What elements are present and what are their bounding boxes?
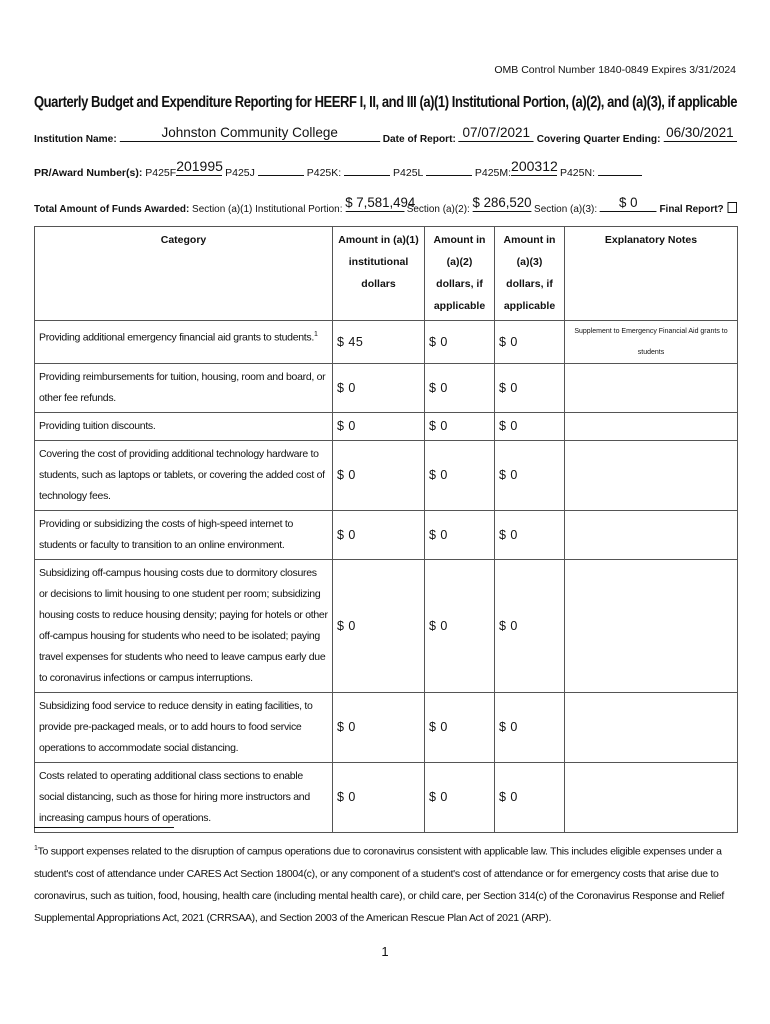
award-line	[34, 158, 642, 179]
amount-a2-cell[interactable]: $ 0	[425, 511, 495, 560]
form-title: Quarterly Budget and Expenditure Reporting for HEERF I, II, and III (a)(1) Institutional Portion, (a)(2), and (a)(3), if applicable	[34, 94, 738, 111]
footnote-marker: 1	[34, 845, 38, 852]
notes-cell[interactable]	[565, 560, 738, 693]
p425j-field[interactable]	[258, 162, 304, 176]
header-category: Category	[35, 227, 333, 321]
amount-a1-cell[interactable]: $ 0	[333, 364, 425, 413]
footnote-ref: 1	[313, 331, 318, 338]
final-report-label: Final Report?	[659, 203, 724, 215]
p425m-field[interactable]	[511, 158, 558, 176]
table-header-row	[35, 227, 738, 321]
amount-a1-cell[interactable]: $ 0	[333, 511, 425, 560]
notes-cell[interactable]	[565, 441, 738, 511]
section-a3-value: $ 0	[619, 194, 638, 210]
award-numbers-label: PR/Award Number(s):	[34, 167, 143, 179]
p425l-field[interactable]	[426, 162, 472, 176]
institution-line	[34, 124, 737, 145]
date-of-report-value: 07/07/2021	[462, 124, 531, 140]
notes-cell[interactable]	[565, 364, 738, 413]
institution-name-label: Institution Name:	[34, 133, 117, 145]
total-funds-label: Total Amount of Funds Awarded:	[34, 203, 190, 215]
row-category: Subsidizing off-campus housing costs due to dormitory closures or decisions to limit housing to one student per room; subsidizing housing costs to reduce housing density; paying for hotels or other off-campus housing for students who need to be isolated; paying travel expenses for students who need to leave campus early due to coronavirus infections or campus interruptions.	[35, 560, 333, 693]
row-category: Providing tuition discounts.	[35, 413, 333, 441]
amount-a3-cell[interactable]: $ 0	[495, 321, 565, 364]
notes-cell[interactable]: Supplement to Emergency Financial Aid grants to students	[565, 321, 738, 364]
p425f-value: 201995	[176, 158, 223, 174]
final-report-checkbox[interactable]	[727, 202, 736, 213]
row-category: Providing or subsidizing the costs of high-speed internet to students or faculty to transition to an online environment.	[35, 511, 333, 560]
amount-a1-cell[interactable]: $ 0	[333, 560, 425, 693]
header-explanatory-notes: Explanatory Notes	[565, 227, 738, 321]
amount-a2-cell[interactable]: $ 0	[425, 364, 495, 413]
amount-a3-cell[interactable]: $ 0	[495, 693, 565, 763]
page-number: 1	[381, 944, 389, 959]
section-a2-field[interactable]	[472, 194, 532, 212]
p425k-field[interactable]	[344, 162, 390, 176]
notes-cell[interactable]	[565, 511, 738, 560]
amount-a3-cell[interactable]: $ 0	[495, 364, 565, 413]
amount-a2-cell[interactable]: $ 0	[425, 321, 495, 364]
section-a1-value: $ 7,581,494	[345, 194, 416, 210]
header-amount-a3: Amount in (a)(3) dollars, if applicable	[495, 227, 565, 321]
amount-a2-cell[interactable]: $ 0	[425, 693, 495, 763]
date-of-report-label: Date of Report:	[382, 133, 456, 145]
table-row	[35, 693, 738, 763]
footnote	[34, 838, 734, 929]
covering-quarter-field[interactable]	[663, 124, 736, 142]
row-category	[35, 321, 333, 364]
date-of-report-field[interactable]	[459, 124, 534, 142]
institution-name-value: Johnston Community College	[161, 124, 338, 140]
section-a2-value: $ 286,520	[472, 194, 532, 210]
p425l-label: P425L	[393, 167, 424, 179]
footnote-text: To support expenses related to the disruption of campus operations due to coronavirus consistent with applicable law. This includes eligible expenses under a student's cost of attendance under CARES Act Section 18004(c), or any component of a student's cost of attendance or for emergency costs that arise due to coronavirus, such as tuition, food, housing, health care (including mental health care), or child care, per Section 314(c) of the Coronavirus Response and Relief Supplemental Appropriations Act, 2021 (CRRSAA), and Section 2003 of the American Rescue Plan Act of 2021 (ARP).	[34, 845, 725, 924]
amount-a3-cell[interactable]: $ 0	[495, 560, 565, 693]
row-category: Providing reimbursements for tuition, housing, room and board, or other fee refunds.	[35, 364, 333, 413]
expenditure-table	[34, 226, 738, 833]
table-row	[35, 413, 738, 441]
table-row	[35, 441, 738, 511]
header-amount-a1: Amount in (a)(1) institutional dollars	[333, 227, 425, 321]
table-row	[35, 364, 738, 413]
p425f-label: P425F	[145, 167, 177, 179]
institution-name-field[interactable]	[120, 124, 380, 142]
section-a3-field[interactable]	[600, 194, 657, 212]
row-category: Covering the cost of providing additional technology hardware to students, such as laptops or tablets, or covering the added cost of technology fees.	[35, 441, 333, 511]
amount-a2-cell[interactable]: $ 0	[425, 763, 495, 833]
amount-a1-cell[interactable]: $ 0	[333, 441, 425, 511]
table-row	[35, 560, 738, 693]
amount-a2-cell[interactable]: $ 0	[425, 413, 495, 441]
p425m-value: 200312	[511, 158, 558, 174]
amount-a3-cell[interactable]: $ 0	[495, 511, 565, 560]
category-text: Providing additional emergency financial aid grants to students.	[39, 331, 314, 344]
table-row	[35, 763, 738, 833]
amount-a1-cell[interactable]: $ 45	[333, 321, 425, 364]
table-row	[35, 511, 738, 560]
p425k-label: P425K:	[306, 167, 342, 179]
notes-cell[interactable]	[565, 693, 738, 763]
notes-cell[interactable]	[565, 413, 738, 441]
section-a3-label: Section (a)(3):	[534, 203, 598, 215]
notes-cell[interactable]	[565, 763, 738, 833]
p425f-field[interactable]	[176, 158, 223, 176]
amount-a3-cell[interactable]: $ 0	[495, 441, 565, 511]
amount-a3-cell[interactable]: $ 0	[495, 763, 565, 833]
section-a2-label: Section (a)(2):	[406, 203, 470, 215]
p425n-label: P425N:	[559, 167, 595, 179]
p425n-field[interactable]	[598, 162, 642, 176]
p425j-label: P425J	[225, 167, 255, 179]
amount-a1-cell[interactable]: $ 0	[333, 413, 425, 441]
row-category: Costs related to operating additional class sections to enable social distancing, such as those for hiring more instructors and increasing campus hours of operations.	[35, 763, 333, 833]
covering-quarter-value: 06/30/2021	[666, 124, 734, 140]
amount-a2-cell[interactable]: $ 0	[425, 441, 495, 511]
amount-a3-cell[interactable]: $ 0	[495, 413, 565, 441]
omb-control-number: OMB Control Number 1840-0849 Expires 3/31/2024	[494, 64, 736, 76]
header-amount-a2: Amount in (a)(2) dollars, if applicable	[425, 227, 495, 321]
p425m-label: P425M:	[474, 167, 512, 179]
amount-a1-cell[interactable]: $ 0	[333, 763, 425, 833]
funds-line	[34, 194, 737, 215]
section-a1-label: Section (a)(1) Institutional Portion:	[192, 203, 343, 215]
covering-quarter-label: Covering Quarter Ending:	[536, 133, 661, 145]
row-category: Subsidizing food service to reduce density in eating facilities, to provide pre-packaged meals, or to add hours to food service operations to accommodate social distancing.	[35, 693, 333, 763]
amount-a1-cell[interactable]: $ 0	[333, 693, 425, 763]
table-row	[35, 321, 738, 364]
section-a1-field[interactable]	[345, 194, 416, 212]
footnote-divider	[34, 827, 174, 828]
amount-a2-cell[interactable]: $ 0	[425, 560, 495, 693]
